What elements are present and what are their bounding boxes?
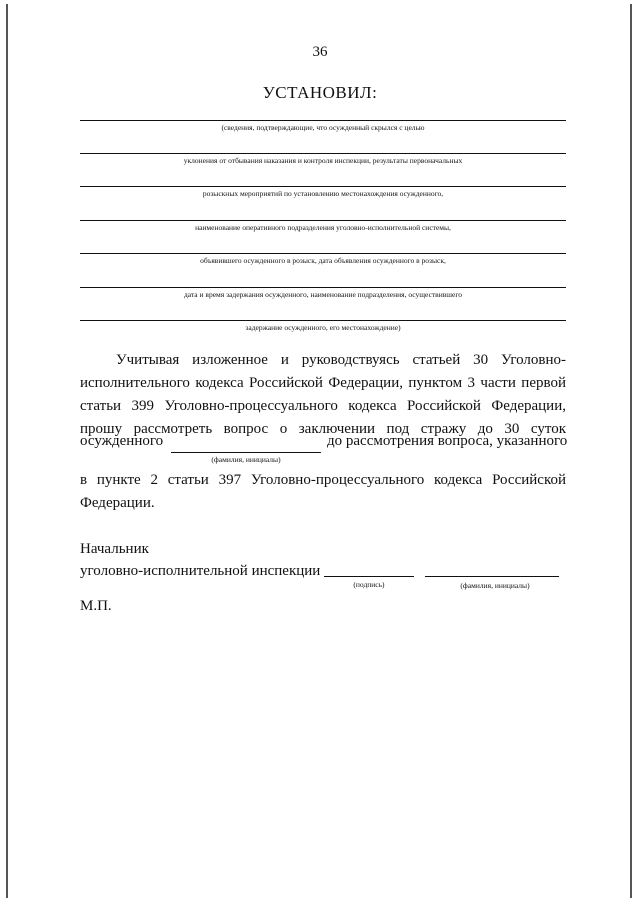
page-border: [6, 4, 632, 898]
signatory-name-blank: [425, 576, 559, 577]
fill-caption-1: (сведения, подтверждающие, что осужденный скрылся с целью: [221, 123, 425, 132]
fill-line-6: [80, 287, 566, 288]
signature-caption: (подпись): [353, 580, 385, 589]
body-line-1: Учитывая изложенное и руководствуясь статьей 30 Уголовно-: [116, 352, 566, 368]
convict-name-blank: [171, 452, 321, 453]
fill-line-5: [80, 253, 566, 254]
fill-line-3: [80, 186, 566, 187]
fill-line-7: [80, 320, 566, 321]
fill-caption-6: дата и время задержания осужденного, наименование подразделения, осуществившего: [183, 290, 463, 299]
signatory-title-line-2: уголовно-исполнительной инспекции: [80, 563, 321, 579]
body-line-4: прошу рассмотреть вопрос о заключении под стражу до 30 суток: [80, 421, 566, 437]
fill-line-4: [80, 220, 566, 221]
body-line-2: исполнительного кодекса Российской Федерации, пунктом 3 части первой: [80, 375, 566, 391]
fill-caption-7: задержание осужденного, его местонахождение): [245, 323, 401, 332]
body-line-5-start: осужденного: [80, 433, 164, 449]
body-line-3: статьи 399 Уголовно-процессуального кодекса Российской Федерации,: [80, 398, 566, 414]
convict-name-caption: (фамилия, инициалы): [211, 455, 281, 464]
fill-line-1: [80, 120, 566, 121]
page-number: 36: [312, 44, 328, 60]
stamp-mark: М.П.: [80, 598, 112, 614]
body-line-7: Федерации.: [80, 495, 155, 511]
body-line-6: в пункте 2 статьи 397 Уголовно-процессуального кодекса Российской: [80, 472, 566, 488]
fill-caption-3: розыскных мероприятий по установлению местонахождения осужденного,: [202, 189, 444, 198]
fill-caption-5: объявившего осужденного в розыск, дата объявления осужденного в розыск,: [200, 256, 446, 265]
fill-caption-4: наименование оперативного подразделения уголовно-исполнительной системы,: [195, 223, 451, 232]
heading: УСТАНОВИЛ:: [262, 83, 378, 102]
fill-caption-2: уклонения от отбывания наказания и контроля инспекции, результаты первоначальных: [183, 156, 463, 165]
signatory-title-line-1: Начальник: [80, 541, 149, 557]
body-line-5-end: до рассмотрения вопроса, указанного: [327, 433, 568, 449]
fill-line-2: [80, 153, 566, 154]
signatory-name-caption: (фамилия, инициалы): [460, 581, 530, 590]
signature-blank: [324, 576, 414, 577]
